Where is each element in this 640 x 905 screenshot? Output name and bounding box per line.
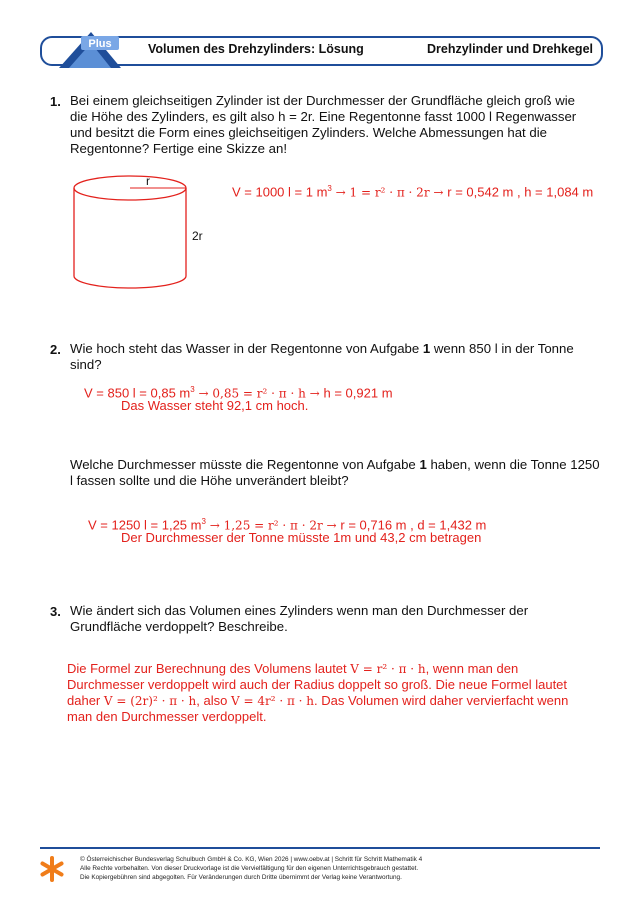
footer-line-1: © Österreichischer Bundesverlag Schulbuch GmbH & Co. KG, Wien 2026 | www.oebv.at | Schritt für Schritt Mathematik 4 bbox=[80, 856, 423, 863]
q3-number: 3. bbox=[50, 604, 61, 619]
footer-line-3: Die Kopiergebühren sind abgegolten. Für Veränderungen durch Dritte übernimmt der Verlag keine Verantwortung. bbox=[80, 874, 402, 881]
q2-answer-sentence: Das Wasser steht 92,1 cm hoch. bbox=[121, 398, 309, 413]
q2-text: Wie hoch steht das Wasser in der Regentonne von Aufgabe 1 wenn 850 l in der Tonne sind? bbox=[70, 341, 574, 372]
q3-text: Wie ändert sich das Volumen eines Zylinders wenn man den Durchmesser der Grundfläche verdoppelt? Beschreibe. bbox=[70, 603, 529, 634]
q1-answer: V = 1000 l = 1 $m^3 \to 1 = r^2 \cdot \pi \cdot 2r \to r = 0,542$ m , h = 1,084 m bbox=[232, 184, 594, 200]
logo-text: Plus bbox=[88, 38, 112, 50]
cylinder-sketch bbox=[66, 172, 216, 297]
q1-number: 1. bbox=[50, 94, 61, 109]
sketch-height-label: 2r bbox=[192, 229, 203, 243]
footer-line-2: Alle Rechte vorbehalten. Von dieser Druckvorlage ist die Vervielfältigung für den eigenen Unterrichtsgebrauch gestattet. bbox=[80, 865, 419, 872]
sketch-radius-label: r bbox=[146, 174, 150, 188]
worksheet-title: Volumen des Drehzylinders: Lösung bbox=[148, 42, 364, 56]
footer-divider bbox=[40, 847, 600, 849]
q3-answer: Die Formel zur Berechnung des Volumens lautet V = r² · π · h, wenn man den Durchmesser verdoppelt wird auch der Radius doppelt so groß. Die neue Formel lautet daher V = (2r)² · π · h, also V = 4r² · π · h. Das Volumen wird daher vervierfacht wenn man den Durchmesser verdoppelt. bbox=[67, 661, 569, 724]
footer-copyright bbox=[80, 855, 600, 882]
q2-sub-answer: V = 1250 l = 1,25 $m^3 \to 1,25 = r^2 \cdot \pi \cdot 2r \to r = 0,716$ m , d = 1,432 m bbox=[88, 517, 487, 533]
publisher-star-icon bbox=[40, 856, 64, 882]
worksheet-topic: Drehzylinder und Drehkegel bbox=[426, 42, 593, 56]
q2-answer: V = 850 l = 0,85 $m^3 \to 0,85 = r^2 \cdot \pi \cdot h \to h = 0,921$ m bbox=[84, 385, 393, 401]
plus-logo bbox=[55, 30, 127, 70]
q1-text: Bei einem gleichseitigen Zylinder ist der Durchmesser der Grundfläche gleich groß wie die Höhe des Zylinders, es gilt also h = 2r. Eine Regentonne fasst 1000 l Regenwasser und besitzt die Form eines gleichseitigen Zylinders. Welche Abmessungen hat die Regentonne? Fertige eine Skizze an! bbox=[70, 93, 577, 156]
q2-subquestion: Welche Durchmesser müsste die Regentonne von Aufgabe 1 haben, wenn die Tonne 1250 l fassen sollte und die Höhe unverändert bleibt? bbox=[70, 457, 600, 488]
q2-number: 2. bbox=[50, 342, 61, 357]
q2-sub-answer-sentence: Der Durchmesser der Tonne müsste 1m und 43,2 cm betragen bbox=[121, 530, 482, 545]
